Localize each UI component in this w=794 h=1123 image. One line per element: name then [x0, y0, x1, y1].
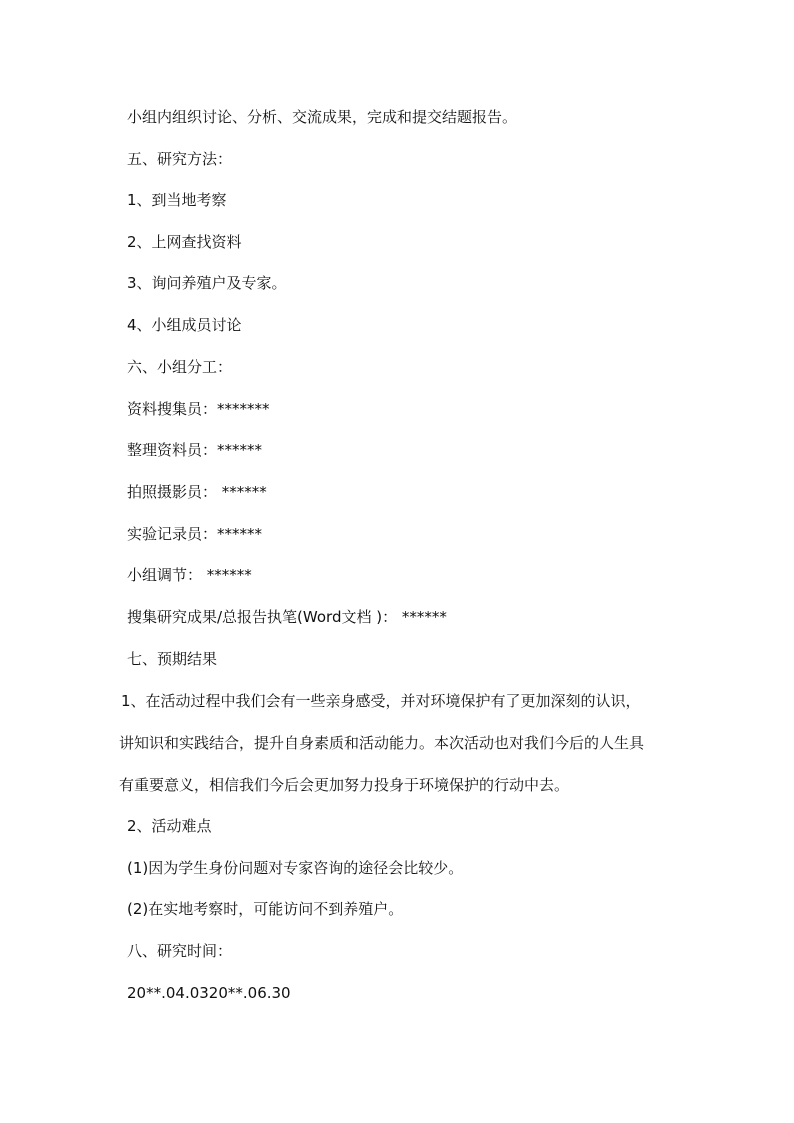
heading-group-roles: 六、小组分工：: [127, 358, 233, 376]
role-item: 整理资料员：******: [127, 441, 263, 459]
research-date-range: 20**.04.0320**.06.30: [127, 984, 291, 1002]
list-item: 3、询问养殖户及专家。: [127, 274, 287, 292]
heading-expected-results: 七、预期结果: [127, 650, 218, 668]
role-item: 搜集研究成果/总报告执笔(Word文档 )： ******: [127, 608, 447, 626]
paragraph-summary: 小组内组织讨论、分析、交流成果，完成和提交结题报告。: [127, 108, 518, 126]
heading-research-time: 八、研究时间：: [127, 942, 233, 960]
list-item: 4、小组成员讨论: [127, 316, 242, 334]
list-item: 1、到当地考察: [127, 191, 227, 209]
paragraph-line: 讲知识和实践结合，提升自身素质和活动能力。本次活动也对我们今后的人生具: [119, 734, 645, 752]
heading-research-methods: 五、研究方法：: [127, 150, 233, 168]
paragraph-line: 1、在活动过程中我们会有一些亲身感受，并对环境保护有了更加深刻的认识，: [121, 692, 641, 710]
list-item: (2)在实地考察时，可能访问不到养殖户。: [127, 900, 404, 918]
paragraph-line: 有重要意义，相信我们今后会更加努力投身于环境保护的行动中去。: [119, 776, 570, 794]
role-item: 实验记录员：******: [127, 525, 263, 543]
role-item: 拍照摄影员： ******: [127, 483, 267, 501]
list-item: (1)因为学生身份问题对专家咨询的途径会比较少。: [127, 859, 464, 877]
role-item: 资料搜集员：*******: [127, 400, 270, 418]
heading-difficulties: 2、活动难点: [127, 817, 212, 835]
list-item: 2、上网查找资料: [127, 233, 242, 251]
role-item: 小组调节： ******: [127, 566, 252, 584]
